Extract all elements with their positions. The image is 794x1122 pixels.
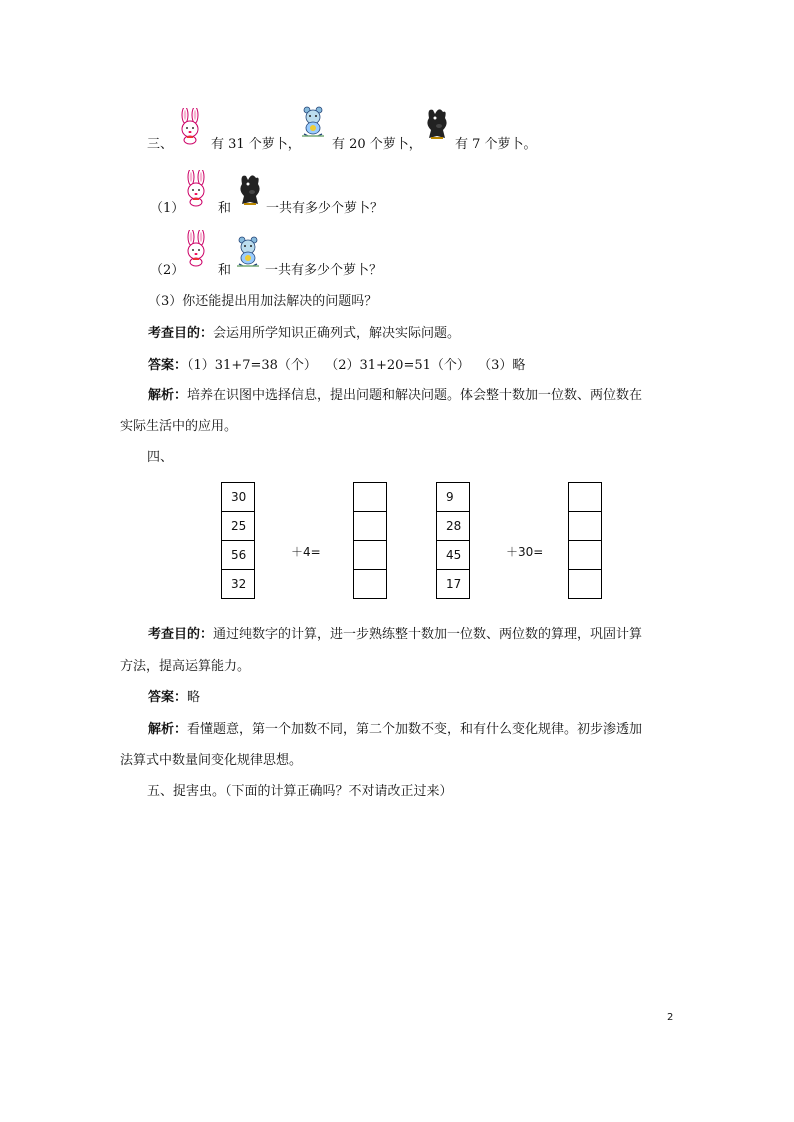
q3-sub3: （3）你还能提出用加法解决的问题吗？ xyxy=(148,294,378,309)
q4-analysis-line2: 法算式中数量间变化规律思想。 xyxy=(120,753,303,768)
q3-answer xyxy=(148,354,525,373)
q4-purpose-line2: 方法，提高运算能力。 xyxy=(120,659,251,674)
answer-box[interactable] xyxy=(568,540,602,570)
q3-analysis xyxy=(148,384,642,403)
q3-sub1-number: （1） xyxy=(150,201,185,216)
answer-box[interactable] xyxy=(568,482,602,512)
q3-sub2-number: （2） xyxy=(150,263,185,278)
q3-dog-count: 有 7 个萝卜。 xyxy=(455,137,537,152)
q4-answer-column-2 xyxy=(568,482,602,599)
q3-bear-count: 有 20 个萝卜， xyxy=(332,137,422,152)
q4-purpose xyxy=(148,623,642,642)
dog-icon xyxy=(421,102,453,144)
q4-cell: 28 xyxy=(436,511,470,541)
q4-operator-2: ＋30= xyxy=(506,545,544,559)
purpose-text-line1: 通过纯数字的计算，进一步熟练整十数加一位数、两位数的算理，巩固计算 xyxy=(213,627,643,642)
q3-sub2-question: 一共有多少个萝卜？ xyxy=(265,263,383,278)
q3-analysis-line2: 实际生活中的应用。 xyxy=(120,419,238,434)
answer-box[interactable] xyxy=(353,482,387,512)
q3-sub2-and: 和 xyxy=(218,263,232,278)
dog-icon xyxy=(234,168,266,210)
q4-cell: 30 xyxy=(221,482,255,512)
q4-analysis xyxy=(148,718,642,737)
rabbit-icon xyxy=(181,170,213,210)
q4-answer-column-1 xyxy=(353,482,387,599)
q3-sub1-question: 一共有多少个萝卜？ xyxy=(266,201,384,216)
rabbit-icon xyxy=(175,108,207,148)
answer-label: 答案： xyxy=(148,690,188,705)
analysis-text-line1: 看懂题意，第一个加数不同，第二个加数不变，和有什么变化规律。初步渗透加 xyxy=(187,722,643,737)
q3-label: 三、 xyxy=(147,137,174,152)
answer-text: （1）31+7=38（个） （2）31+20=51（个） （3）略 xyxy=(187,358,526,373)
q3-rabbit-count: 有 31 个萝卜， xyxy=(211,137,301,152)
q4-input-column-1 xyxy=(221,482,255,599)
answer-box[interactable] xyxy=(568,569,602,599)
q4-input-column-2 xyxy=(436,482,470,599)
q4-answer xyxy=(148,686,200,705)
q5-prompt: 五、捉害虫。（下面的计算正确吗？不对请改正过来） xyxy=(147,784,453,799)
purpose-label: 考查目的： xyxy=(148,627,214,642)
answer-box[interactable] xyxy=(353,540,387,570)
rabbit-icon xyxy=(181,230,213,270)
q4-cell: 25 xyxy=(221,511,255,541)
answer-box[interactable] xyxy=(353,569,387,599)
q4-cell: 45 xyxy=(436,540,470,570)
bear-icon xyxy=(233,232,265,274)
q4-cell: 17 xyxy=(436,569,470,599)
q4-cell: 9 xyxy=(436,482,470,512)
q4-operator-1: ＋4= xyxy=(291,545,321,559)
answer-box[interactable] xyxy=(568,511,602,541)
answer-text: 略 xyxy=(187,690,201,705)
analysis-text-line1: 培养在识图中选择信息，提出问题和解决问题。体会整十数加一位数、两位数在 xyxy=(187,388,643,403)
q4-cell: 56 xyxy=(221,540,255,570)
purpose-label: 考查目的： xyxy=(148,326,214,341)
q3-sub1-and: 和 xyxy=(218,201,232,216)
answer-label: 答案： xyxy=(148,358,188,373)
analysis-label: 解析： xyxy=(148,722,188,737)
page-number: 2 xyxy=(667,1012,674,1023)
bear-icon xyxy=(298,102,330,144)
answer-box[interactable] xyxy=(353,511,387,541)
q3-purpose xyxy=(148,322,460,341)
analysis-label: 解析： xyxy=(148,388,188,403)
q4-label: 四、 xyxy=(147,450,174,465)
purpose-text: 会运用所学知识正确列式，解决实际问题。 xyxy=(213,326,461,341)
q4-cell: 32 xyxy=(221,569,255,599)
